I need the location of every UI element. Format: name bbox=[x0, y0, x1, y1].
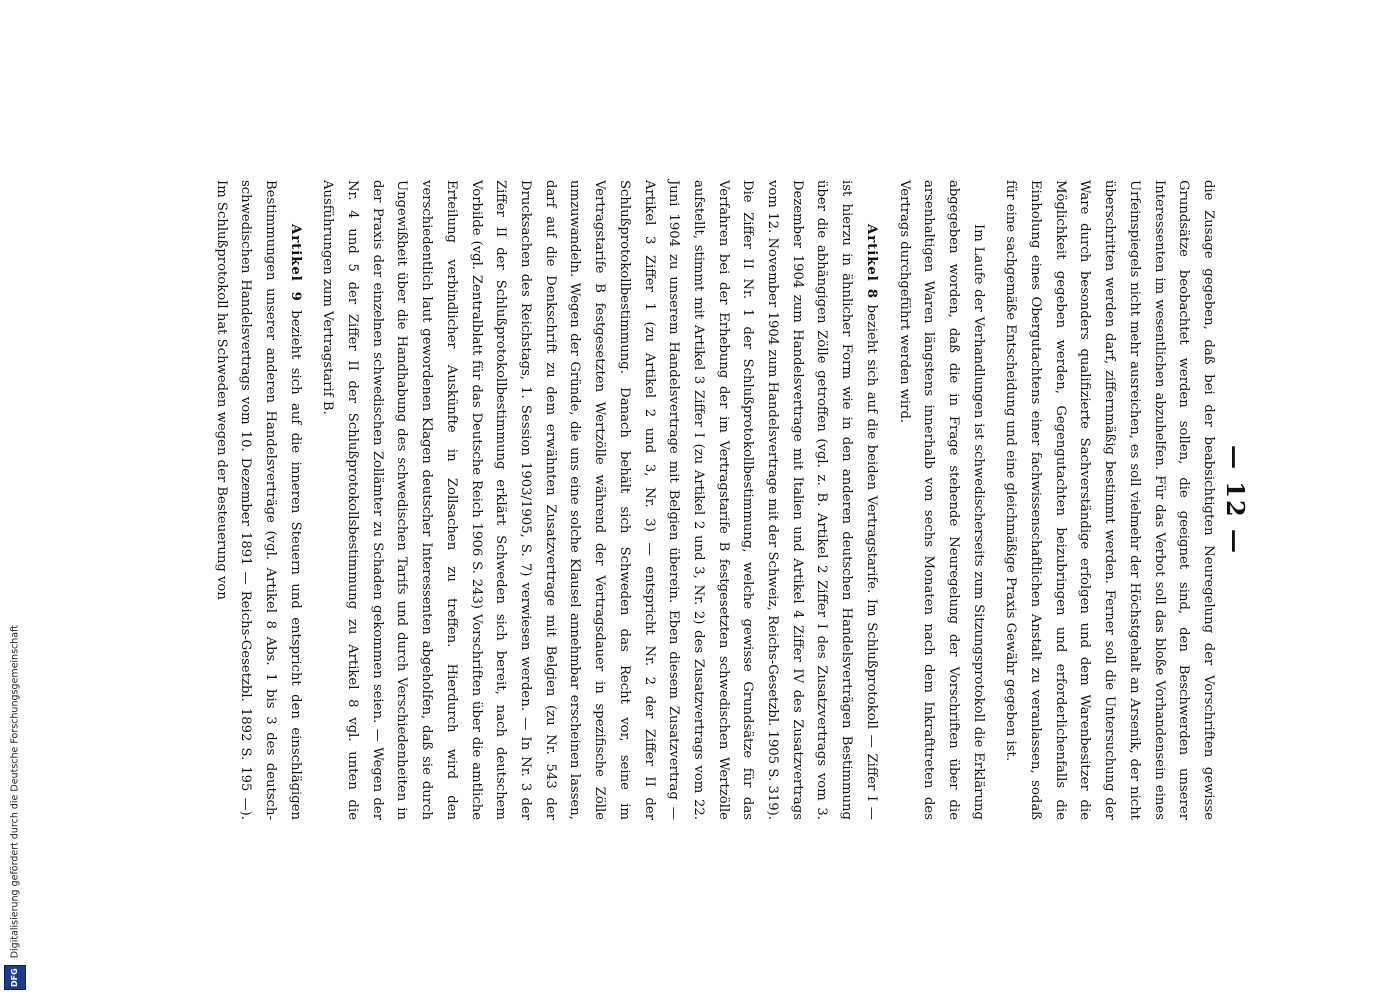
page-number: — 12 — bbox=[1221, 444, 1250, 556]
paragraph-3-text: bezieht sich auf die beiden Vertragstarife. Im Schlußprotokoll — Ziffer I — ist hierzu in ähnlicher Form wie in den anderen deutschen Handelsverträgen Bestimmung über die abhängigen Zölle getroffen (vgl. z. B. Artikel 2 Ziffer I des Zusatzvertrags vom 3. Dezember 1904 zum Handelsvertrage mit Italien und Artikel 4 Ziffer IV des Zusatzvertrags vom 12. November 1904 zum Handelsvertrage mit der Schweiz, Reichs-Gesetzbl. 1905 S. 319). Die Ziffer II Nr. 1 der Schlußprotokollbestimmung, welche gewisse Grundsätze für das Verfahren bei der Erhebung der im Vertragstarife B festgesetzten schwedischen Wertzölle aufstellt, stimmt mit Artikel 3 Ziffer I (zu Artikel 2 und 3, Nr. 2) des Zusatzvertrags vom 22. Juni 1904 zu unserem Handelsvertrage mit Belgien überein. Eben diesem Zusatzvertrag — Artikel 3 Ziffer 1 (zu Artikel 2 und 3, Nr. 3) — entspricht Nr. 2 der Ziffer II der Schlußprotokollbestimmung. Danach behält sich Schweden das Recht vor, seine im Vertragstarife B festgesetzten Wertzölle während der Vertragsdauer in spezifische Zölle umzuwandeln. Wegen der Gründe, die uns eine solche Klausel annehmbar erscheinen lassen, darf auf die Denkschrift zu dem erwähnten Zusatzvertrage mit Belgien (zu Nr. 543 der Drucksachen des Reichstags, 1. Session 1903/1905, S. 7) verwiesen werden. — In Nr. 3 der Ziffer II der Schlußprotokollbestimmung erklärt Schweden sich bereit, nach deutschem Vorbilde (vgl. Zentralblatt für das Deutsche Reich 1906 S. 243) Vorschriften über die amtliche Erteilung verbindlicher Auskünfte in Zollsachen zu treffen. Hierdurch wird den verschiedentlich laut gewordenen Klagen deutscher Interessenten abgeholfen, daß sie durch Ungewißheit über die Handhabung des schwedischen Tarifs und durch Verschiedenheiten in der Praxis der einzelnen schwedischen Zollämter zu Schaden gekommen seien. — Wegen der Nr. 4 und 5 der Ziffer II der Schlußprotokollsbestimmung zu Artikel 8 vgl. unten die Ausführungen zum Vertragstarif B. bbox=[320, 180, 879, 820]
paragraph-1 bbox=[998, 180, 1220, 820]
paragraph-2-text: Im Laufe der Verhandlungen ist schwedischerseits zum Sitzungsprotokoll die Erklärung abgegeben worden, daß die in Frage stehende Neuregelung der Vorschriften über die arsenhaltigen Waren längstens innerhalb von sechs Monaten nach dem Inkrafttreten des Vertrags durchgeführt werden wird. bbox=[896, 180, 986, 820]
paragraph-4 bbox=[208, 180, 307, 820]
paragraph-3-lead: Artikel 8 bbox=[863, 224, 879, 300]
paragraph-1-text: die Zusage gegeben, daß bei der beabsichtigten Neuregelung der Vorschriften gewisse Grundsätze beobachtet werden sollen, die geeignet sind, den Beschwerden unserer Interessenten im wesentlichen abzuhelfen. Für das Verbot soll das bloße Vorhandensein eines Urfeinspiegels nicht mehr ausreichen, es soll vielmehr der Höchstgehalt an Arsenik, der nicht überschritten werden darf, ziffernmäßig bestimmt werden. Ferner soll die Untersuchung der Ware durch besonders qualifizierte Sachverständige erfolgen und dem Warenbesitzer die Möglichkeit gegeben werden, Gegengutachten beizubringen und erforderlichenfalls die Einholung eines Obergutachtens einer fachwissenschaftlichen Anstalt zu veranlassen, sodaß für eine sachgemäße Entscheidung und eine gleichmäßige Praxis Gewähr gegeben ist. bbox=[1003, 180, 1216, 820]
paragraph-3 bbox=[315, 180, 883, 820]
dfg-logo: DFG bbox=[4, 965, 26, 990]
footer-credit: Digitalisierung gefördert durch die Deutsche Forschungsgemeinschaft bbox=[9, 624, 21, 959]
paragraph-2 bbox=[891, 180, 990, 820]
body-text bbox=[208, 180, 1220, 820]
paragraph-4-text: bezieht sich auf die inneren Steuern und entspricht den einschlägigen Bestimmungen unserer anderen Handelsverträge (vgl. Artikel 8 Abs. 1 bis 3 des deutsch-schwedischen Handelsvertrags vom 10. Dezember 1891 — Reichs-Gesetzbl. 1892 S. 195 —). Im Schlußprotokoll hat Schweden wegen der Besteuerung von bbox=[213, 180, 303, 820]
footer-rotated bbox=[4, 0, 26, 990]
digitization-footer bbox=[0, 0, 30, 1000]
paragraph-4-lead: Artikel 9 bbox=[287, 224, 303, 302]
rotated-scan bbox=[150, 180, 1250, 1000]
page-content bbox=[150, 180, 1250, 1000]
